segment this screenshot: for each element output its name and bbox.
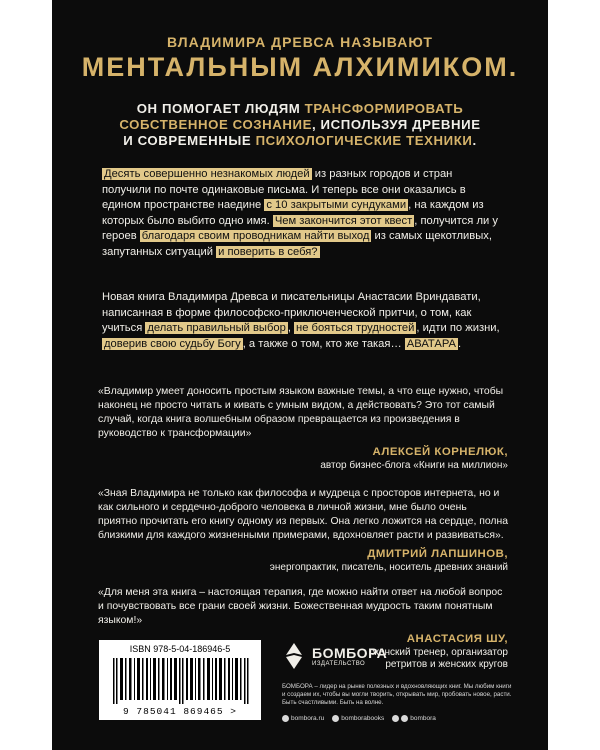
author-name: АНАСТАСИЯ ШУ, (406, 633, 508, 645)
review-author (98, 445, 508, 472)
youtube-icon (401, 715, 408, 722)
book-back-cover (52, 0, 548, 750)
text: , на каждом из которых было выбито одно имя. (102, 199, 484, 227)
text: , (287, 322, 295, 335)
subhead-gold: ТРАНСФОРМИРОВАТЬ (304, 101, 464, 116)
social-vk (332, 715, 384, 722)
review-text: «Зная Владимира не только как философа и мудреца с просторов интернета, но и как сильного и сердечно-доброго человека в личной жизни, мне было очень приятно прочитать его книгу одному из первых. Она легко ложится на сердце, полна близкими для каждого жизненными примерами, вдохновляет расти и развиваться». (98, 488, 508, 541)
tagline-line-1: ВЛАДИМИРА ДРЕВСА НАЗЫВАЮТ (167, 34, 433, 50)
vk-icon (332, 715, 339, 722)
barcode (99, 640, 261, 720)
review-2 (98, 487, 508, 574)
subhead-text: . (472, 133, 477, 148)
subhead-gold: ПСИХОЛОГИЧЕСКИЕ ТЕХНИКИ (255, 133, 473, 148)
text: , а также о том, кто же такая… (242, 337, 405, 350)
highlight: и поверить в себя? (218, 245, 318, 258)
globe-icon (282, 715, 289, 722)
bombora-logo-icon (282, 641, 306, 671)
review-author (98, 547, 508, 574)
subhead-gold: СОБСТВЕННОЕ СОЗНАНИЕ (119, 117, 313, 132)
highlight: АВАТАРА (406, 337, 457, 350)
author-name: АЛЕКСЕЙ КОРНЕЛЮК, (372, 446, 508, 458)
subheading (82, 101, 518, 149)
telegram-icon (392, 715, 399, 722)
tagline (52, 34, 548, 83)
author-role: автор бизнес-блога «Книги на миллион» (320, 460, 508, 471)
publisher-socials (282, 715, 436, 722)
social-label: bombora.ru (291, 715, 325, 723)
author-name: ДМИТРИЙ ЛАПШИНОВ, (367, 548, 508, 560)
text: из разных городов и стран получили по почте одинаковые письма. И теперь все они оказались в едином пространстве наедине (102, 168, 466, 212)
barcode-digits: 9 785041 869465 > (123, 706, 237, 717)
about-paragraph (102, 290, 502, 352)
publisher-logo (282, 641, 387, 671)
barcode-bars (113, 658, 253, 704)
social-site (282, 715, 324, 722)
highlight: Десять совершенно незнакомых людей (104, 168, 310, 180)
author-role: женский тренер, организатор ретритов и женских кругов (372, 647, 508, 670)
text: . (458, 337, 462, 350)
review-text: «Владимир умеет доносить простым языком важные темы, а что еще нужно, чтобы наконец не просто читать и кивать с умным видом, а действовать? Это тот самый случай, когда книга волшебным образом превращается из произведения в руководство к трансформации» (98, 386, 504, 439)
publisher-subtitle: ИЗДАТЕЛЬСТВО (312, 661, 366, 667)
highlight: делать правильный выбор (147, 322, 286, 335)
social-label: bomborabooks (341, 715, 385, 723)
highlight: доверив свою судьбу Богу (104, 337, 241, 350)
subhead-text: И СОВРЕМЕННЫЕ (123, 133, 256, 148)
author-role: энергопрактик, писатель, носитель древних знаний (269, 562, 508, 573)
isbn-text: ISBN 978-5-04-186946-5 (129, 644, 231, 654)
subhead-text: ОН ПОМОГАЕТ ЛЮДЯМ (136, 101, 305, 116)
highlight: благодаря своим проводникам найти выход (141, 230, 370, 243)
text: , получится ли у героев (102, 214, 498, 243)
publisher-about: БОМБОРА – лидер на рынке полезных и вдохновляющих книг. Мы любим книги и создаем их, чтобы вы могли творить, открывать мир, пробовать новое, расти. Быть счастливыми. Быть на волне. (282, 683, 512, 706)
tagline-line-2: МЕНТАЛЬНЫМ АЛХИМИКОМ. (81, 52, 519, 82)
review-text: «Для меня эта книга – настоящая терапия, где можно найти ответ на любой вопрос и почувствовать все грани своей жизни. Божественная мудрость таким понятным языком!» (98, 587, 503, 626)
review-1 (98, 385, 508, 472)
highlight: Чем закончится этот квест (274, 214, 413, 227)
text: , идти по жизни, (416, 322, 500, 335)
publisher-name: БОМБОРА (312, 645, 388, 661)
intro-paragraph (102, 167, 502, 261)
social-label: bombora (410, 715, 436, 723)
highlight: не бояться трудностей (296, 322, 415, 335)
subhead-text: , ИСПОЛЬЗУЯ ДРЕВНИЕ (312, 117, 481, 132)
text: из самых щекотливых, запутанных ситуаций (102, 230, 492, 258)
highlight: с 10 закрытыми сундуками (266, 199, 407, 212)
social-messenger (392, 715, 436, 722)
text: Новая книга Владимира Древса и писательницы Анастасии Вриндавати, написанная в форме философско-приключенческой притчи, о том, как учиться (102, 291, 481, 335)
